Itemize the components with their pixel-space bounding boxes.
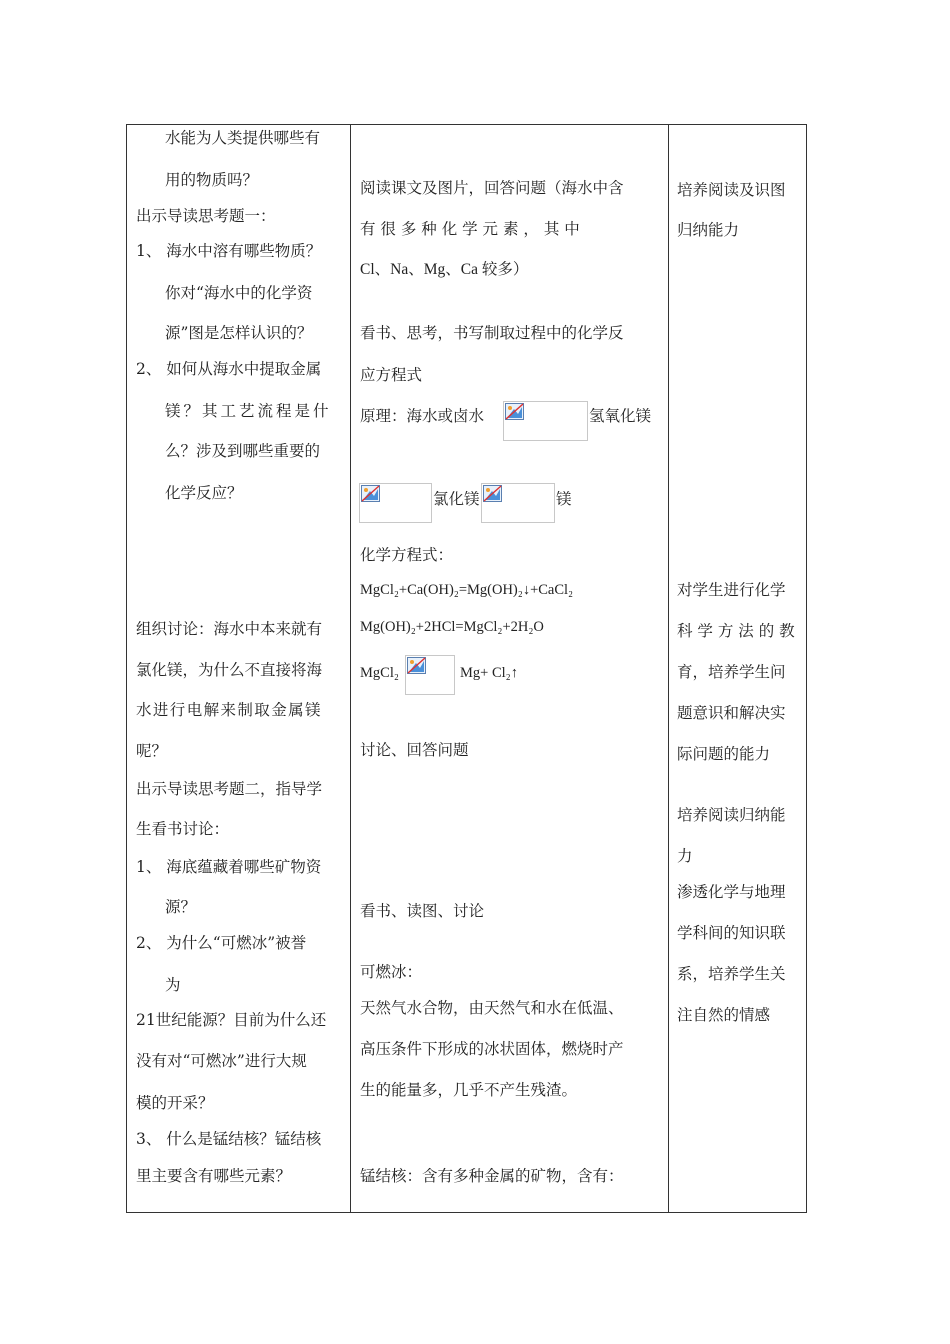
column-divider: [668, 125, 669, 1212]
text-line: 模的开采？: [136, 1094, 214, 1112]
text-line: 育，培养学生问: [677, 663, 786, 681]
text-line: 归纳能力: [677, 221, 740, 239]
broken-image-icon: [483, 485, 502, 502]
text-line: 高压条件下形成的冰状固体，燃烧时产: [360, 1040, 624, 1058]
text-line: 有 很 多 种 化 学 元 素 ， 其 中: [360, 220, 580, 238]
equation-1: MgCl₂+Ca(OH)₂=Mg(OH)₂↓+CaCl₂: [360, 582, 574, 598]
text-line: 出示导读思考题一：: [136, 207, 276, 225]
text-line: 氢氧化镁: [589, 407, 652, 425]
text-line: 看书、读图、讨论: [360, 902, 485, 920]
text-line: 看书、思考，书写制取过程中的化学反: [360, 324, 624, 342]
broken-image-icon: [505, 403, 524, 420]
reaction-arrow-image: [359, 483, 432, 523]
text-line: 应方程式: [360, 366, 423, 384]
reaction-arrow-image: [503, 401, 588, 441]
text-line: 注自然的情感: [677, 1006, 771, 1024]
equation-2: Mg(OH)₂+2HCl=MgCl₂+2H₂O: [360, 619, 544, 635]
discussion-prompt: 组织讨论：海水中本来就有: [136, 620, 323, 638]
text-line: 化学反应？: [165, 484, 243, 502]
text-line: 对学生进行化学: [677, 581, 786, 599]
equation-3-products: Mg+ Cl₂↑: [460, 665, 518, 681]
reaction-arrow-image: [405, 655, 455, 695]
text-line: 生的能量多，几乎不产生残渣。: [360, 1081, 578, 1099]
text-line: 里主要含有哪些元素？: [136, 1167, 292, 1185]
text-line: 化学方程式：: [360, 546, 454, 564]
text-line: 可燃冰：: [360, 963, 423, 981]
text-line: 水进行电解来制取金属镁: [136, 701, 322, 719]
text-line: 21世纪能源？目前为什么还: [136, 1011, 327, 1029]
text-line: 氯化镁: [433, 490, 480, 508]
text-line: 没有对“可燃冰”进行大规: [136, 1052, 307, 1070]
text-line: 用的物质吗？: [165, 171, 259, 189]
text-line: 系，培养学生关: [677, 965, 786, 983]
text-line: 么？涉及到哪些重要的: [165, 442, 321, 460]
text-line: 科 学 方 法 的 教: [677, 622, 795, 640]
text-line: 呢？: [136, 742, 168, 760]
text-line: 你对“海水中的化学资: [165, 284, 313, 302]
text-line: 源？: [165, 898, 197, 916]
question-3: 3、 什么是锰结核？锰结核: [136, 1130, 322, 1148]
question-1: 1、 海底蕴藏着哪些矿物资: [136, 858, 322, 876]
text-line: 水能为人类提供哪些有: [165, 129, 321, 147]
broken-image-icon: [407, 657, 426, 674]
text-line: 出示导读思考题二，指导学: [136, 780, 323, 798]
text-line: 力: [677, 847, 693, 865]
question-2: 2、 如何从海水中提取金属: [136, 360, 322, 378]
text-line: 镁: [556, 490, 572, 508]
text-line: 镁？其工艺流程是什: [165, 402, 332, 420]
broken-image-icon: [361, 485, 380, 502]
text-line: 为: [165, 976, 181, 994]
text-line: Cl、Na、Mg、Ca 较多）: [360, 261, 529, 278]
text-line: 生看书讨论：: [136, 820, 230, 838]
text-line: 源”图是怎样认识的？: [165, 324, 313, 342]
text-line: 阅读课文及图片，回答问题（海水中含: [360, 179, 624, 197]
text-line: 培养阅读及识图: [677, 181, 786, 199]
text-line: 培养阅读归纳能: [677, 806, 786, 824]
reaction-arrow-image: [481, 483, 555, 523]
text-line: 题意识和解决实: [677, 704, 786, 722]
text-line: 渗透化学与地理: [677, 883, 786, 901]
equation-3-reactant: MgCl₂: [360, 665, 399, 681]
text-line: 氯化镁，为什么不直接将海: [136, 661, 323, 679]
question-2: 2、 为什么“可燃冰”被誉: [136, 934, 307, 952]
text-line: 际问题的能力: [677, 745, 771, 763]
question-1: 1、 海水中溶有哪些物质？: [136, 242, 322, 260]
text-line: 锰结核：含有多种金属的矿物，含有：: [360, 1167, 624, 1185]
text-line: 天然气水合物，由天然气和水在低温、: [360, 999, 624, 1017]
text-line: 学科间的知识联: [677, 924, 786, 942]
column-divider: [350, 125, 351, 1212]
principle-label: 原理：海水或卤水: [360, 407, 485, 425]
text-line: 讨论、回答问题: [360, 741, 469, 759]
